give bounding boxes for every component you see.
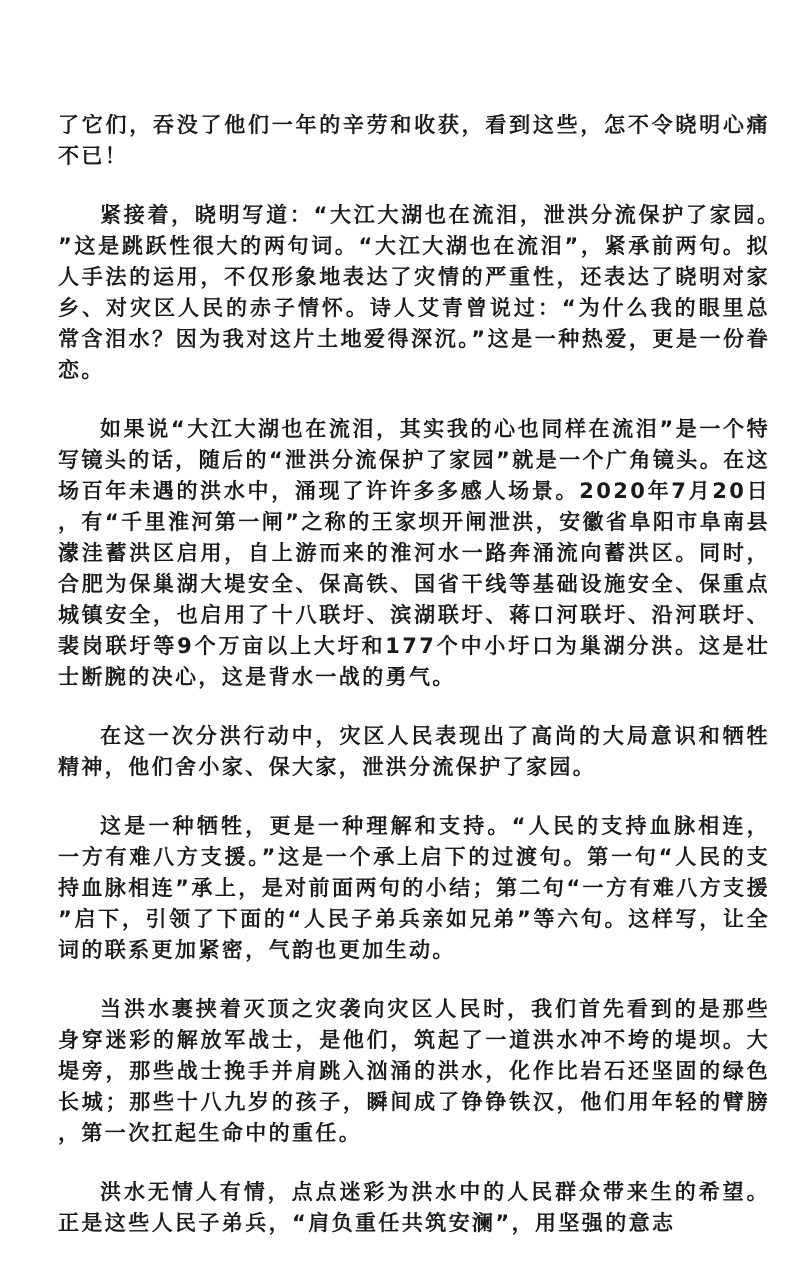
paragraph: 在这一次分洪行动中，灾区人民表现出了高尚的大局意识和牺牲精神，他们舍小家、保大家，泄洪分流保护了家园。 [58, 724, 770, 779]
paragraph: 如果说“大江大湖也在流泪，其实我的心也同样在流泪”是一个特写镜头的话，随后的“泄洪分流保护了家园”就是一个广角镜头。在这场百年未遇的洪水中，涌现了许许多多感人场景。2020年7月20日，有“千里淮河第一闸”之称的王家坝开闸泄洪，安徽省阜阳市阜南县濛洼蓄洪区启用，自上游而来的淮河水一路奔涌流向蓄洪区。同时，合肥为保巢湖大堤安全、保高铁、国省干线等基础设施安全、保重点城镇安全，也启用了十八联圩、滨湖联圩、蒋口河联圩、沿河联圩、裴岗联圩等9个万亩以上大圩和177个中小圩口为巢湖分洪。这是壮士断腕的决心，这是背水一战的勇气。 [58, 417, 770, 689]
paragraph-continued: 了它们，吞没了他们一年的辛劳和收获，看到这些，怎不令晓明心痛不已！ [58, 113, 770, 168]
paragraph: 这是一种牺牲，更是一种理解和支持。“人民的支持血脉相连，一方有难八方支援。”这是一个承上启下的过渡句。第一句“人民的支持血脉相连”承上，是对前面两句的小结；第二句“一方有难八方支援”启下，引领了下面的“人民子弟兵亲如兄弟”等六句。这样写，让全词的联系更加紧密，气韵也更加生动。 [58, 814, 770, 962]
paragraph: 洪水无情人有情，点点迷彩为洪水中的人民群众带来生的希望。正是这些人民子弟兵，“肩负重任共筑安澜”，用坚强的意志 [58, 1180, 770, 1235]
paragraph: 当洪水裹挟着灭顶之灾袭向灾区人民时，我们首先看到的是那些身穿迷彩的解放军战士，是他们，筑起了一道洪水冲不垮的堤坝。大堤旁，那些战士挽手并肩跳入汹涌的洪水，化作比岩石还坚固的绿色长城；那些十八九岁的孩子，瞬间成了铮铮铁汉，他们用年轻的臂膀，第一次扛起生命中的重任。 [58, 997, 770, 1145]
article-body [58, 110, 770, 1267]
paragraph: 紧接着，晓明写道：“大江大湖也在流泪，泄洪分流保护了家园。”这是跳跃性很大的两句词。“大江大湖也在流泪”，紧承前两句。拟人手法的运用，不仅形象地表达了灾情的严重性，还表达了晓明对家乡、对灾区人民的赤子情怀。诗人艾青曾说过：“为什么我的眼里总常含泪水？因为我对这片土地爱得深沉。”这是一种热爱，更是一份眷恋。 [58, 203, 770, 382]
